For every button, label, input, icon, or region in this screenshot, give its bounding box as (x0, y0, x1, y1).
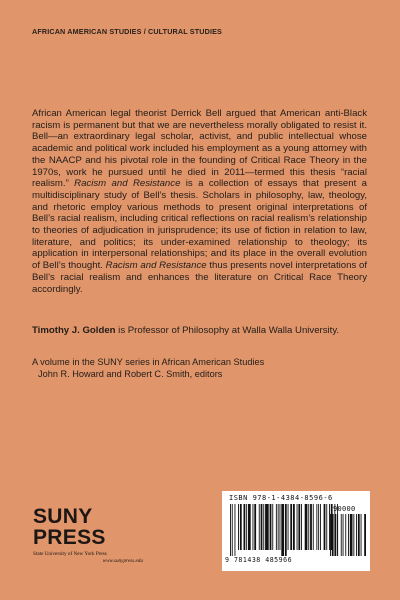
barcode-bar (244, 504, 246, 550)
barcode-block (222, 491, 370, 571)
barcode-bar (270, 504, 272, 550)
barcode-bar (341, 514, 342, 556)
author-bio (32, 325, 372, 337)
barcode-bar (232, 504, 233, 556)
addon-bars (330, 514, 366, 556)
ean-bars (230, 504, 338, 556)
barcode-bar (318, 504, 319, 550)
barcode-bar (308, 504, 309, 550)
barcode-bar (326, 504, 327, 550)
barcode-bar (332, 514, 334, 556)
barcode-bar (330, 514, 331, 556)
barcode-bar (305, 504, 308, 550)
description-part-2: is a collection of essays that present a multidisciplinary study of Bell’s thesis. Scholars in philosophy, law, theology, and rhetoric employ various methods to present original interpretations of Bell’s racial realism, including critical reflections on racial realism’s relationship to theories of adjudication in jurisprudence; its use of fiction in relation to law, literature, and politics; its under-examined relationship to theology; its application in interpersonal relationships; and its place in the overall evolution of Bell’s thought. (32, 178, 367, 272)
barcode-bar (290, 504, 292, 550)
barcode-bar (345, 514, 346, 556)
barcode-bar (356, 514, 357, 556)
barcode-bar (358, 514, 360, 556)
barcode-bar (298, 504, 300, 550)
barcode-bar (324, 504, 326, 550)
publisher-name-line1: SUNY (33, 505, 93, 528)
barcode-bar (353, 514, 354, 556)
barcode-bar (230, 504, 231, 556)
barcode-bar (263, 504, 264, 550)
barcode-bar (293, 504, 295, 550)
barcode-bar (297, 504, 298, 550)
barcode-bar (348, 514, 349, 556)
barcode-bar (246, 504, 247, 550)
barcode-bar (364, 514, 366, 556)
author-name: Timothy J. Golden (32, 325, 116, 336)
description-part-3: thus presents novel interpretations of Bell’s racial realism and enhances the literature on Critical Race Theory accordingly. (32, 260, 367, 295)
book-title-1: Racism and Resistance (74, 178, 181, 190)
barcode-bar (316, 504, 317, 550)
barcode-bar (235, 504, 236, 556)
series-editors: John R. Howard and Robert C. Smith, editors (38, 368, 223, 379)
series-info (32, 357, 372, 381)
barcode-bar (238, 504, 239, 550)
barcode-bar (253, 504, 254, 550)
publisher-url: www.sunypress.edu (102, 557, 143, 564)
ean-digits: 9 781438 485966 (225, 556, 293, 564)
barcode-bar (265, 504, 269, 550)
publisher-logo (33, 506, 143, 564)
barcode-bar (350, 514, 353, 556)
barcode-bar (320, 504, 321, 550)
description-part-1: African American legal theorist Derrick Bell argued that American anti-Black racism is permanent but that we are nevertheless morally obligated to resist it. Bell—an extraordinary legal scholar, activist, and public intellectual whose academic and political work included his employment as a young attorney with the NAACP and his pivotal role in the founding of Critical Race Theory in the 1970s, work he pursued until he died in 2011—termed this thesis “racial realism.” (32, 108, 367, 190)
barcode-bar (248, 504, 251, 550)
barcode-bar (288, 504, 289, 550)
barcode-bar (343, 514, 344, 556)
barcode-bar (272, 504, 273, 550)
barcode-bar (281, 504, 284, 556)
barcode-bar (329, 504, 330, 550)
barcode-bar (335, 514, 337, 556)
barcode-bar (254, 504, 256, 550)
barcode-bar (301, 504, 302, 550)
barcode-bar (278, 504, 279, 550)
barcode-bar (313, 504, 314, 550)
barcode-bar (285, 504, 287, 556)
author-bio-text: is Professor of Philosophy at Walla Walla University. (115, 325, 340, 336)
barcode-bar (337, 514, 338, 556)
barcode-bar (361, 514, 362, 556)
series-line: A volume in the SUNY series in African American Studies (32, 357, 265, 367)
category-label: AFRICAN AMERICAN STUDIES / CULTURAL STUDIES (32, 27, 222, 36)
barcode-bar (261, 504, 263, 550)
isbn-text: ISBN 978-1-4384-8596-6 (229, 494, 333, 502)
publisher-name-line2: PRESS (33, 526, 106, 549)
publisher-full-name: State University of New York Press (33, 551, 107, 557)
book-description (32, 108, 367, 295)
book-title-2: Racism and Resistance (105, 260, 207, 272)
barcode-bar (240, 504, 242, 550)
barcode-bar (310, 504, 312, 550)
barcode-bar (259, 504, 260, 550)
price-code: 90000 (333, 505, 356, 513)
barcode-bar (280, 504, 281, 550)
barcode-bar (276, 504, 277, 550)
